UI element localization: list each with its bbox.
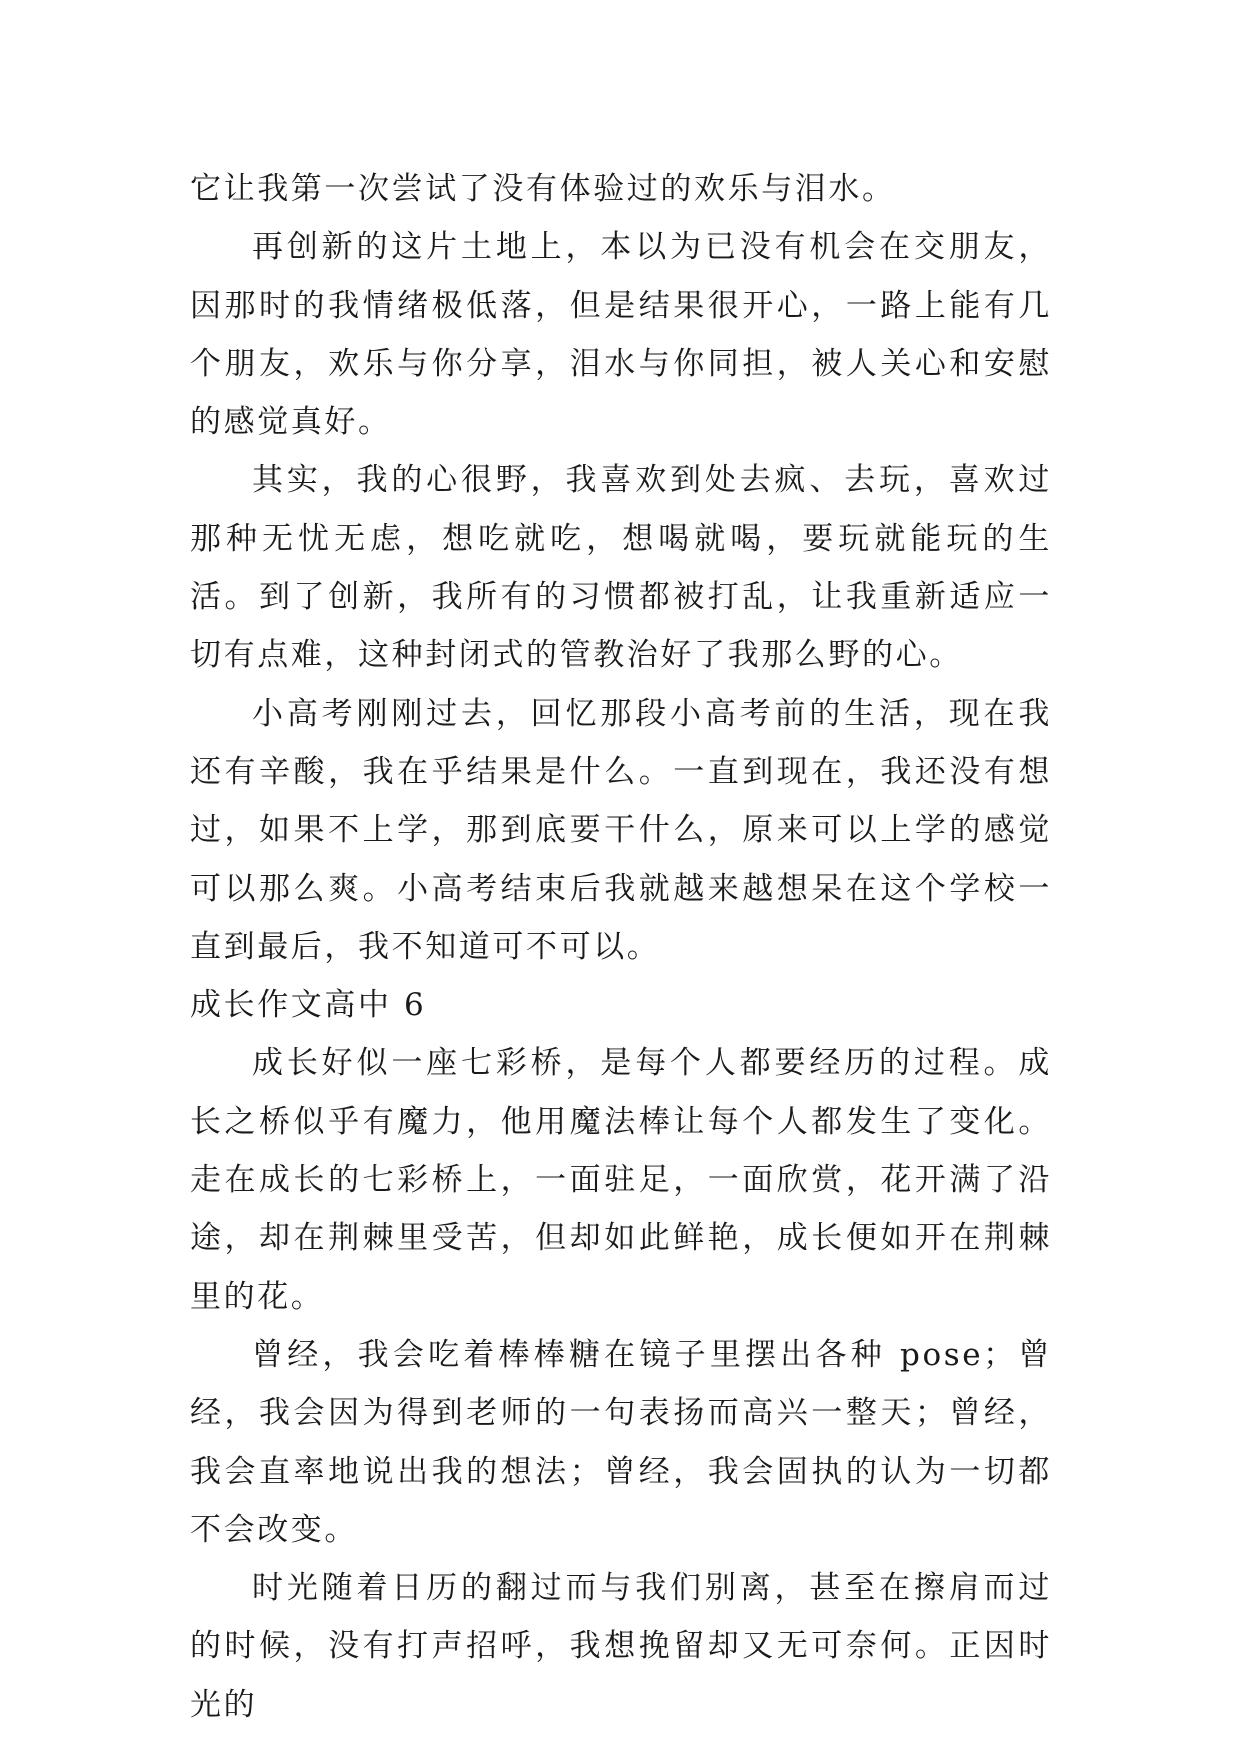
paragraph-time: 时光随着日历的翻过而与我们别离，甚至在擦肩而过的时候，没有打声招呼，我想挽留却又无可奈何。正因时光的 — [190, 1570, 1052, 1723]
document-body — [190, 160, 1052, 1734]
paragraph-rainbow-bridge: 成长好似一座七彩桥，是每个人都要经历的过程。成长之桥似乎有魔力，他用魔法棒让每个人都发生了变化。走在成长的七彩桥上，一面驻足，一面欣赏，花开满了沿途，却在荆棘里受苦，但却如此鲜艳，成长便如开在荆棘里的花。 — [190, 1045, 1052, 1315]
paragraph-wild-heart: 其实，我的心很野，我喜欢到处去疯、去玩，喜欢过那种无忧无虑，想吃就吃，想喝就喝，要玩就能玩的生活。到了创新，我所有的习惯都被打乱，让我重新适应一切有点难，这种封闭式的管教治好了我那么野的心。 — [190, 462, 1052, 674]
paragraph-continuation: 它让我第一次尝试了没有体验过的欢乐与泪水。 — [190, 171, 896, 207]
section-title: 成长作文高中 6 — [190, 987, 427, 1024]
paragraph-once: 曾经，我会吃着棒棒糖在镜子里摆出各种 pose；曾经，我会因为得到老师的一句表扬而高兴一整天；曾经，我会直率地说出我的想法；曾经，我会固执的认为一切都不会改变。 — [190, 1336, 1052, 1548]
paragraph-small-exam: 小高考刚刚过去，回忆那段小高考前的生活，现在我还有辛酸，我在乎结果是什么。一直到现在，我还没有想过，如果不上学，那到底要干什么，原来可以上学的感觉可以那么爽。小高考结束后我就越来越想呆在这个学校一直到最后，我不知道可不可以。 — [190, 695, 1052, 965]
paragraph-making-friends: 再创新的这片土地上，本以为已没有机会在交朋友，因那时的我情绪极低落，但是结果很开心，一路上能有几个朋友，欢乐与你分享，泪水与你同担，被人关心和安慰的感觉真好。 — [190, 229, 1052, 441]
